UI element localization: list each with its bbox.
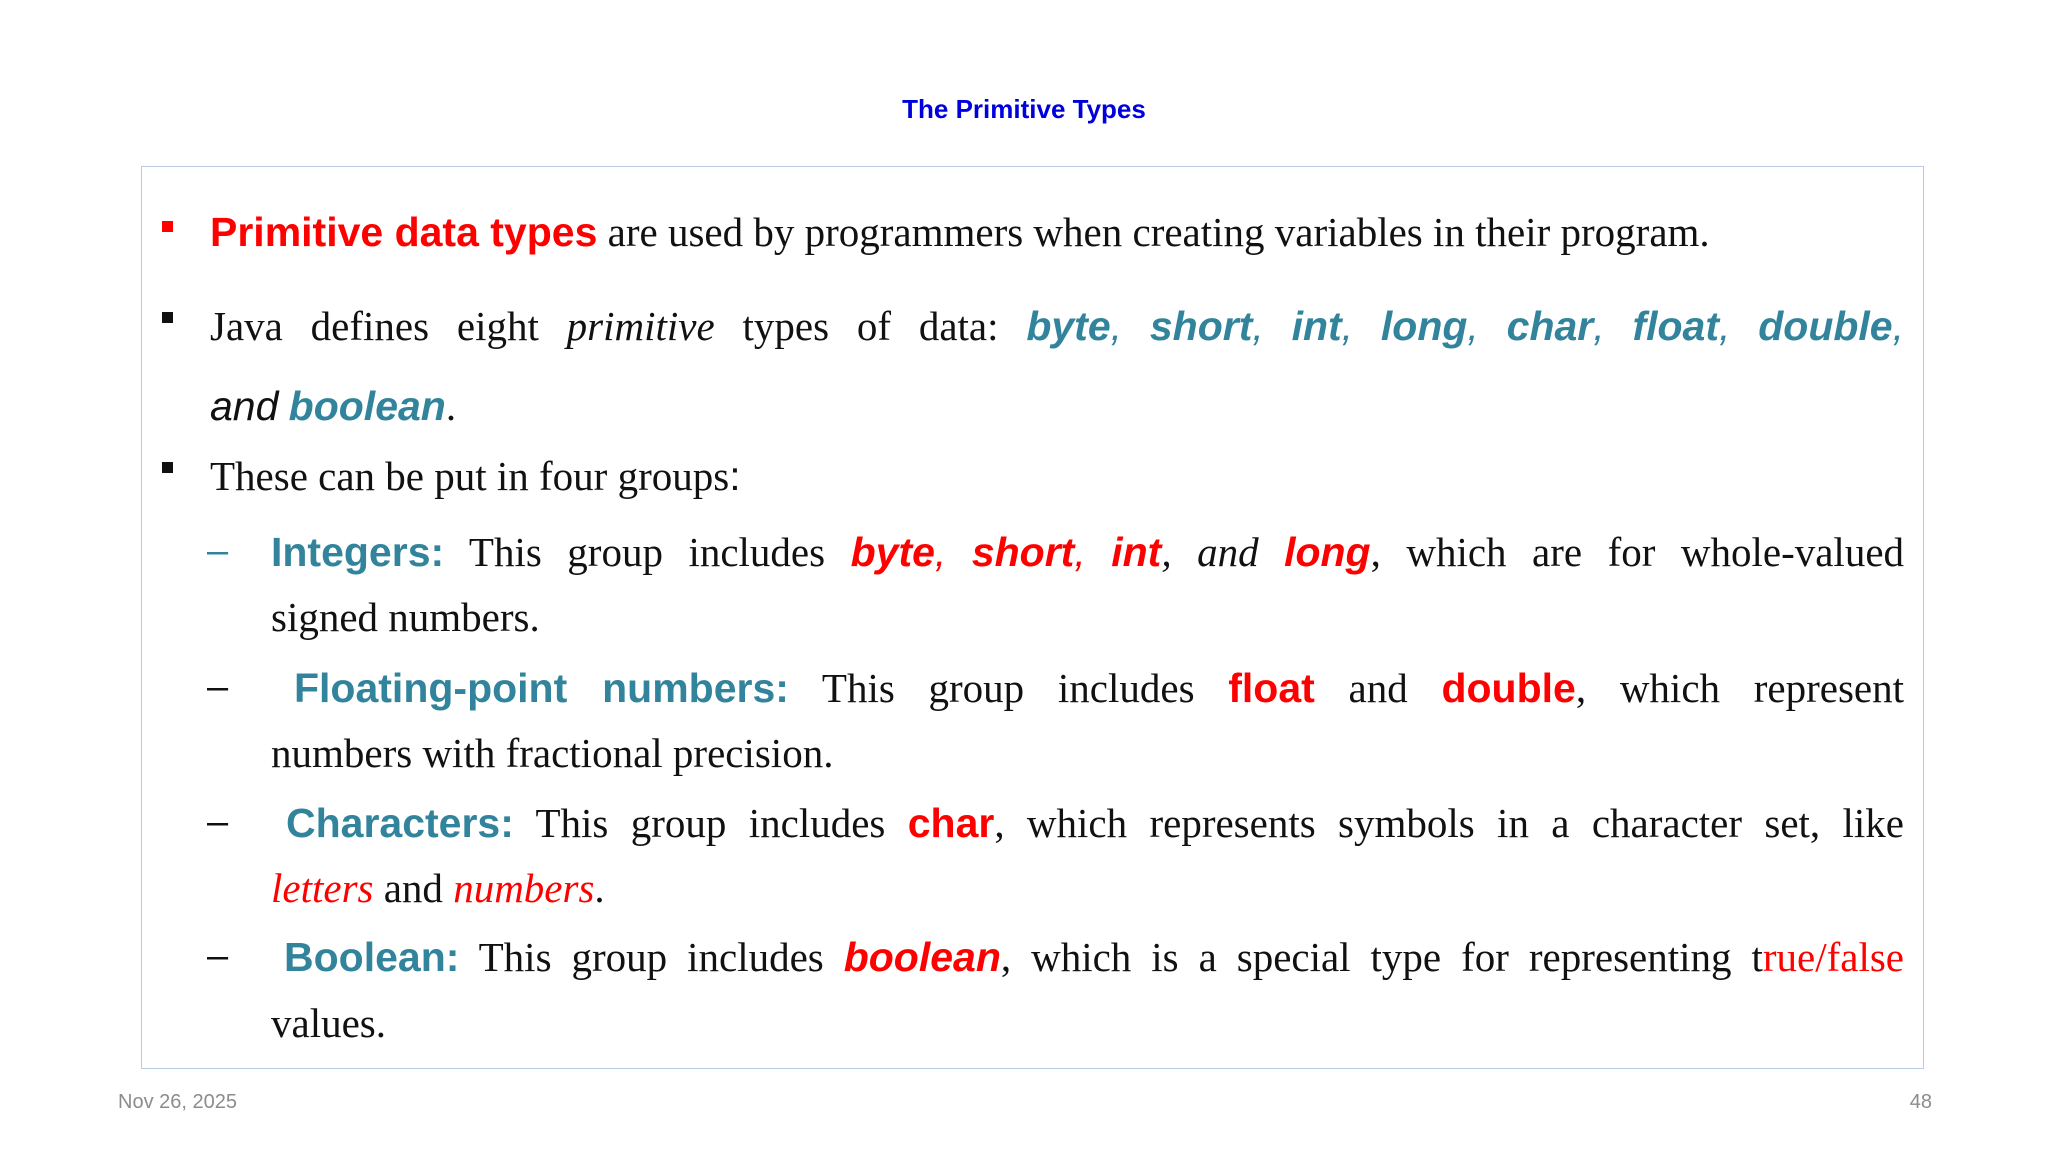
bullet-1-text: are used by programmers when creating variables in their program. xyxy=(597,209,1710,255)
type-double: double xyxy=(1758,303,1893,349)
type-char-red: char xyxy=(907,800,995,846)
floating-label: Floating-point numbers: xyxy=(294,665,789,711)
bullet-1-highlight: Primitive data types xyxy=(210,209,598,255)
integers-label: Integers: xyxy=(271,529,445,575)
type-float: float xyxy=(1632,303,1720,349)
boolean-line-2: values. xyxy=(271,1000,386,1046)
characters-label: Characters: xyxy=(286,800,514,846)
type-long: long xyxy=(1380,303,1468,349)
numbers-word: numbers xyxy=(453,865,595,911)
characters-line-1: Characters: This group includes char, which represents symbols in a character set, like xyxy=(286,800,1904,846)
int-type-long: long xyxy=(1284,529,1371,575)
and-word: and xyxy=(210,383,279,429)
bullet-marker xyxy=(162,462,173,473)
true-false-tail: rue/false xyxy=(1762,934,1904,980)
type-double-red: double xyxy=(1441,665,1576,711)
floating-line-2: numbers with fractional precision. xyxy=(271,730,834,776)
dash-marker: – xyxy=(207,530,229,572)
floating-line-1: Floating-point numbers: This group includes float and double, which represent xyxy=(294,665,1904,711)
type-char: char xyxy=(1506,303,1594,349)
type-byte: byte xyxy=(1026,303,1111,349)
dash-marker: – xyxy=(207,801,229,843)
bullet-2-line-2: and boolean. xyxy=(210,383,457,429)
bullet-marker xyxy=(162,312,173,323)
int-type-short: short xyxy=(971,529,1075,575)
type-boolean-red: boolean xyxy=(843,934,1001,980)
bullet-1 xyxy=(210,209,1710,255)
type-int: int xyxy=(1291,303,1342,349)
slide-title: The Primitive Types xyxy=(902,94,1146,124)
dash-marker: – xyxy=(207,666,229,708)
int-type-int: int xyxy=(1111,529,1162,575)
bullet-marker xyxy=(162,221,173,232)
boolean-line-1: Boolean: This group includes boolean, which is a special type for representing true/false xyxy=(284,934,1904,980)
boolean-label: Boolean: xyxy=(284,934,460,980)
primitive-word: primitive xyxy=(566,303,715,349)
type-float-red: float xyxy=(1228,665,1315,711)
dash-marker: – xyxy=(207,935,229,977)
bullet-3: These can be put in four groups: xyxy=(210,453,741,499)
footer-date: Nov 26, 2025 xyxy=(118,1091,237,1113)
integers-line-2: signed numbers. xyxy=(271,594,540,640)
footer-page-number: 48 xyxy=(1909,1091,1932,1113)
int-type-byte: byte xyxy=(850,529,935,575)
integers-line-1: Integers: This group includes byte, short, int, and long, which are for whole-valued xyxy=(271,529,1905,575)
type-short: short xyxy=(1149,303,1253,349)
bullet-2-line-1: Java defines eight primitive types of data: byte, short, int, long, char, float, double, xyxy=(210,303,1905,349)
characters-line-2: letters and numbers. xyxy=(271,865,605,911)
type-boolean: boolean xyxy=(288,383,446,429)
letters-word: letters xyxy=(271,865,374,911)
